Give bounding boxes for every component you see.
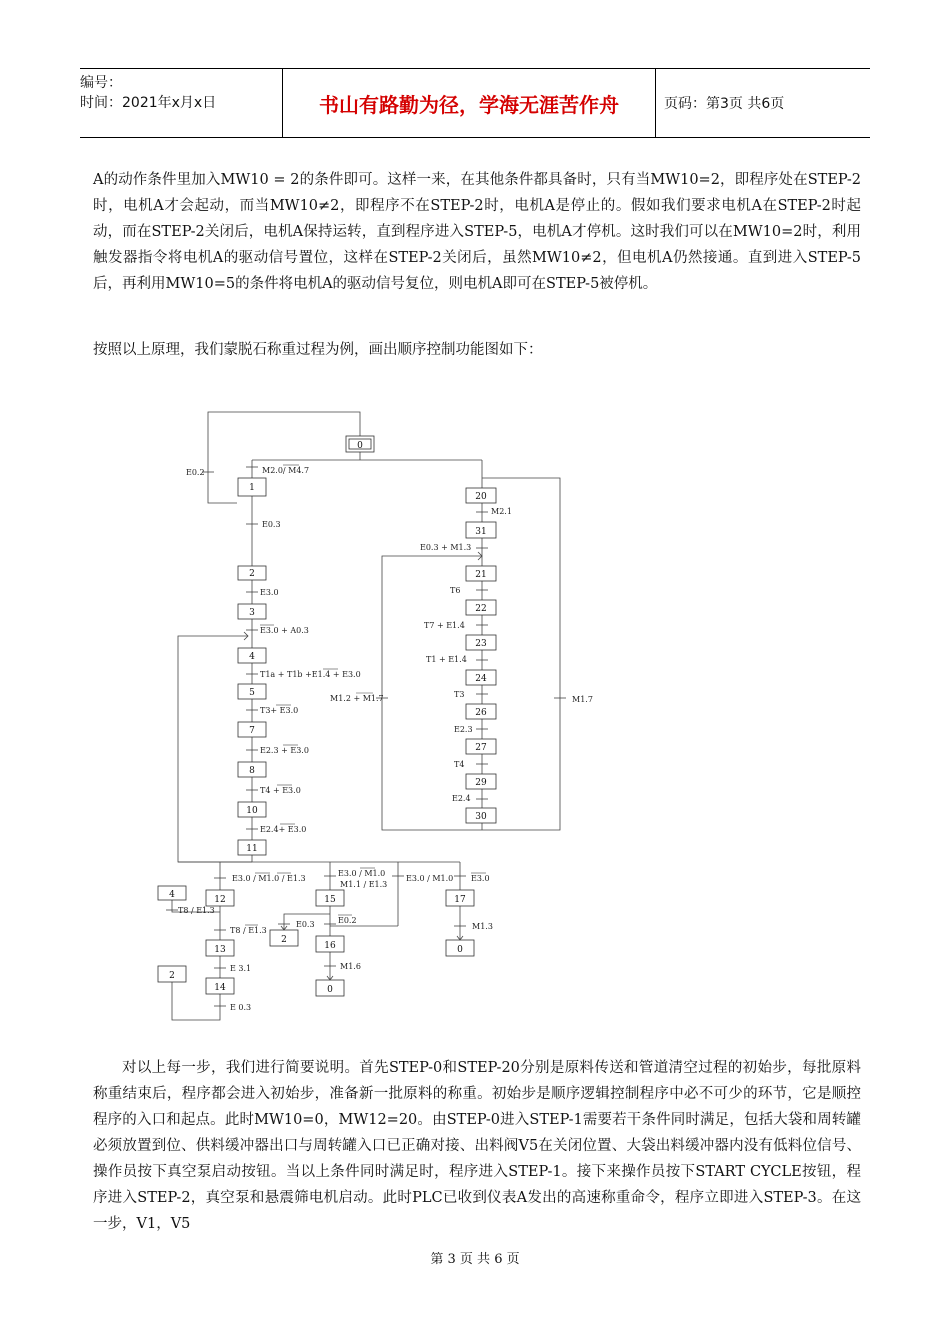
cond-e24: E2.4 xyxy=(452,794,471,803)
step-22: 22 xyxy=(475,604,487,614)
cond-e31: E 3.1 xyxy=(230,964,252,973)
step-4: 4 xyxy=(249,652,255,662)
header-number: 编号： xyxy=(80,75,122,91)
cond-m16: M1.6 xyxy=(340,962,361,971)
cond-e30-a03: E3.0 + A0.3 xyxy=(260,626,309,635)
cond-t7-e14: T7 + E1.4 xyxy=(424,621,465,630)
step-14: 14 xyxy=(214,983,226,993)
step-2: 2 xyxy=(249,569,255,579)
step-12: 12 xyxy=(214,895,226,905)
step-13: 13 xyxy=(214,945,226,955)
cond-e24-e30: E2.4+ E3.0 xyxy=(260,825,307,834)
step-23: 23 xyxy=(475,639,487,649)
step-0-end-b: 0 xyxy=(327,985,333,995)
step-10: 10 xyxy=(246,806,258,816)
jump-4: 4 xyxy=(169,890,175,900)
cond-t1a: T1a + T1b +E1.4 + E3.0 xyxy=(260,670,361,679)
step-21: 21 xyxy=(475,570,487,580)
cond-t4-e30: T4 + E3.0 xyxy=(260,786,301,795)
cond-e03-b: E0.3 xyxy=(296,920,315,929)
cond-branch-15a: E3.0 / M1.0 xyxy=(338,869,386,878)
cond-t4: T4 xyxy=(454,760,465,769)
step-5: 5 xyxy=(249,688,255,698)
cond-m21: M2.1 xyxy=(491,507,512,516)
cond-t6: T6 xyxy=(450,586,461,595)
header-time: 时间：2021年x月x日 xyxy=(80,95,217,111)
cond-t3-e30: T3+ E3.0 xyxy=(260,706,299,715)
cond-m12-m17: M1.2 + M1.7 xyxy=(330,694,384,703)
step-17: 17 xyxy=(454,895,466,905)
cond-t8-e13-b: T8 / E1.3 xyxy=(230,926,267,935)
step-29: 29 xyxy=(475,778,487,788)
cond-branch-16: E3.0 / M1.0 xyxy=(406,874,454,883)
cond-m17: M1.7 xyxy=(572,695,593,704)
cond-t1-e14: T1 + E1.4 xyxy=(426,655,467,664)
step-0: 0 xyxy=(357,441,363,451)
step-1: 1 xyxy=(249,483,255,493)
cond-m20-m47: M2.0/ M4.7 xyxy=(262,466,310,475)
jump-2b: 2 xyxy=(169,971,175,981)
step-11: 11 xyxy=(246,844,258,854)
paragraph-intro: A的动作条件里加入MW10 = 2的条件即可。这样一来，在其他条件都具备时，只有当MW10=2，即程序处在STEP-2时，电机A才会起动，而当MW10≠2，即程序不在STEP-2时，电机A是停止的。假如我们要求电机A在STEP-2时起动，而在STEP-2关闭后，电机A保持运转，直到程序进入STEP-5，电机A才停机。这时我们可以在MW10=2时，利用触发器指令将电机A的驱动信号置位，这样在STEP-2关闭后，虽然MW10≠2，但电机A仍然接通。直到进入STEP-5后，再利用MW10=5的条件将电机A的驱动信号复位，则电机A即可在STEP-5被停机。 xyxy=(93,172,861,292)
step-27: 27 xyxy=(475,743,487,753)
step-8: 8 xyxy=(249,766,255,776)
paragraph-diagram-intro: 按照以上原理，我们蒙脱石称重过程为例，画出顺序控制功能图如下： xyxy=(93,342,543,358)
cond-branch-17: E3.0 xyxy=(471,874,490,883)
step-26: 26 xyxy=(475,708,487,718)
cond-e03-m13: E0.3 + M1.3 xyxy=(420,543,472,552)
cond-branch-12: E3.0 / M1.0 / E1.3 xyxy=(232,874,306,883)
cond-branch-15b: M1.1 / E1.3 xyxy=(340,880,388,889)
cond-e02-b: E0.2 xyxy=(338,916,357,925)
paragraph-explanation: 对以上每一步，我们进行简要说明。首先STEP-0和STEP-20分别是原料传送和管道清空过程的初始步，每批原料称重结束后，程序都会进入初始步，准备新一批原料的称重。初始步是顺序逻辑控制程序中必不可少的环节，它是顺控程序的入口和起点。此时MW10=0，MW12=20。由STEP-0进入STEP-1需要若干条件同时满足，包括大袋和周转罐必须放置到位、供料缓冲器出口与周转罐入口已正确对接、出料阀V5在关闭位置、大袋出料缓冲器内没有低料位信号、操作员按下真空泵启动按钮。当以上条件同时满足时，程序进入STEP-1。接下来操作员按下START CYCLE按钮，程序进入STEP-2，真空泵和悬震筛电机启动。此时PLC已收到仪表A发出的高速称重命令，程序立即进入STEP-3。在这一步，V1，V5 xyxy=(93,1060,861,1232)
cond-t8-e13-a: T8 / E1.3 xyxy=(178,906,215,915)
step-30: 30 xyxy=(475,812,487,822)
step-20: 20 xyxy=(475,492,487,502)
cond-e02: E0.2 xyxy=(186,468,205,477)
cond-t3: T3 xyxy=(454,690,465,699)
header-motto: 书山有路勤为径，学海无涯苦作舟 xyxy=(282,69,656,137)
cond-e03: E0.3 xyxy=(262,520,281,529)
header-page-info: 页码：第3页 共6页 xyxy=(664,96,785,112)
cond-e30: E3.0 xyxy=(260,588,279,597)
step-24: 24 xyxy=(475,674,487,684)
step-7: 7 xyxy=(249,726,255,736)
step-3: 3 xyxy=(249,608,255,618)
cond-e03-c: E 0.3 xyxy=(230,1003,252,1012)
cond-e23: E2.3 xyxy=(454,725,473,734)
step-15: 15 xyxy=(324,895,336,905)
step-16: 16 xyxy=(324,941,336,951)
cond-e23-e30: E2.3 + E3.0 xyxy=(260,746,309,755)
step-31: 31 xyxy=(475,527,487,537)
jump-2a: 2 xyxy=(281,935,287,945)
step-0-end-c: 0 xyxy=(457,945,463,955)
cond-m13: M1.3 xyxy=(472,922,493,931)
page-footer: 第 3 页 共 6 页 xyxy=(430,1252,520,1267)
